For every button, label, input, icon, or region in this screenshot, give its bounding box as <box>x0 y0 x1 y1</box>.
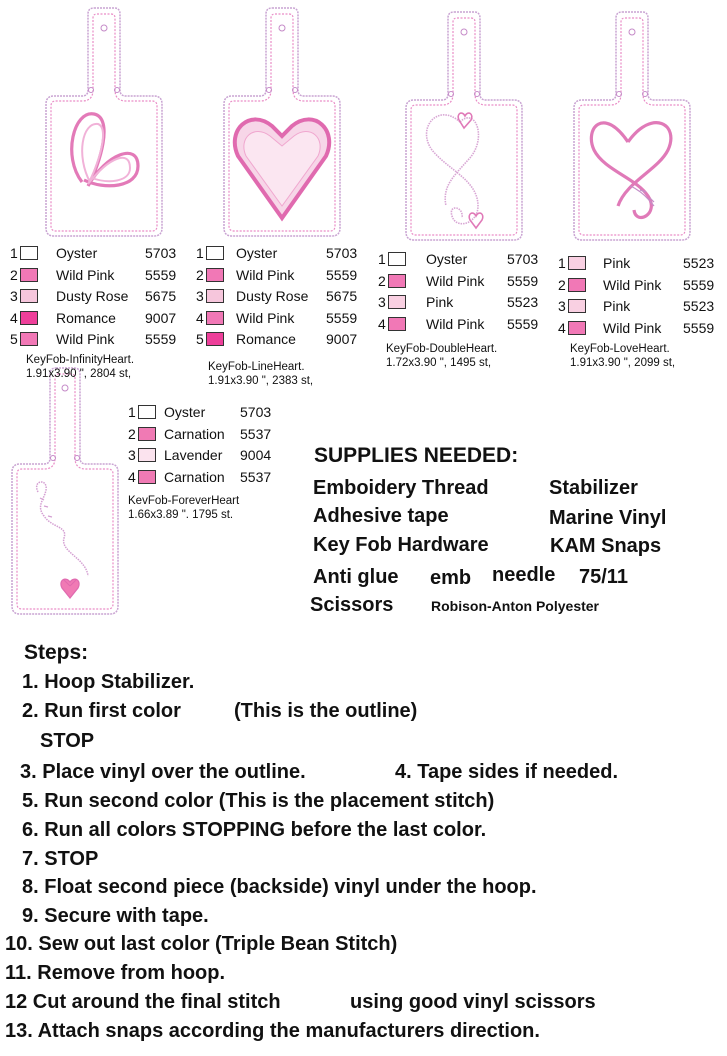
step-3: 3. Place vinyl over the outline. <box>20 761 306 783</box>
thread-number: 4 <box>128 468 136 485</box>
thread-number: 1 <box>378 251 386 267</box>
supply-needle-c: needle <box>492 564 556 586</box>
step-12-note: using good vinyl scissors <box>350 991 596 1013</box>
color-swatch <box>206 246 224 260</box>
supply-vinyl: Marine Vinyl <box>549 507 667 529</box>
thread-number: 4 <box>10 309 18 326</box>
thread-name: Romance <box>236 331 296 347</box>
supply-scissors: Scissors <box>310 594 394 616</box>
thread-number: 3 <box>378 294 386 310</box>
color-swatch <box>20 268 38 282</box>
step-1: 1. Hoop Stabilizer. <box>22 671 195 693</box>
thread-number: 1 <box>196 245 204 261</box>
thread-code: 5559 <box>507 272 539 289</box>
step-9: 9. Secure with tape. <box>22 905 209 927</box>
thread-number: 1 <box>10 245 18 261</box>
design-size: 1.72x3.90 ", 1495 st, <box>386 357 492 369</box>
thread-row <box>128 445 278 467</box>
step-11: 11. Remove from hoop. <box>5 962 226 984</box>
thread-name: Wild Pink <box>236 266 295 283</box>
thread-name: Oyster <box>56 245 98 261</box>
thread-name: Oyster <box>426 251 468 267</box>
thread-list-love-heart <box>558 253 726 339</box>
thread-name: Romance <box>56 309 116 326</box>
thread-row <box>196 308 366 330</box>
color-swatch <box>20 289 38 303</box>
thread-number: 1 <box>128 404 136 420</box>
thread-code: 5559 <box>683 276 715 293</box>
design-name: KeyFob-DoubleHeart. <box>386 343 498 355</box>
supply-hardware: Key Fob Hardware <box>313 534 489 556</box>
supply-thread: Emboidery Thread <box>313 477 489 499</box>
supply-needle-a: Anti glue <box>313 566 399 588</box>
design-name: KevFob-ForeverHeart <box>128 495 240 507</box>
thread-code: 5537 <box>240 425 272 442</box>
thread-number: 4 <box>378 315 386 332</box>
design-size: 1.66x3.89 ". 1795 st. <box>128 509 234 521</box>
fob-line-heart-image <box>220 6 344 238</box>
design-caption-line-heart <box>208 360 313 388</box>
thread-row <box>196 243 366 265</box>
steps-heading: Steps: <box>24 641 89 664</box>
thread-row <box>558 275 726 297</box>
thread-name: Wild Pink <box>603 319 662 336</box>
supply-snaps: KAM Snaps <box>550 535 662 557</box>
thread-code: 9007 <box>326 331 358 347</box>
color-swatch <box>388 274 406 288</box>
thread-code: 5559 <box>683 319 715 336</box>
thread-number: 4 <box>558 319 566 336</box>
thread-number: 5 <box>10 331 18 347</box>
thread-name: Oyster <box>164 404 206 420</box>
thread-row <box>128 424 278 446</box>
color-swatch <box>568 256 586 270</box>
thread-number: 3 <box>128 447 136 463</box>
design-caption-infinity-heart <box>26 353 134 381</box>
thread-row <box>128 402 278 424</box>
fob-love-heart-image <box>570 10 694 242</box>
thread-name: Wild Pink <box>426 315 485 332</box>
supply-needle-b: emb <box>430 567 472 589</box>
thread-row <box>558 296 726 318</box>
color-swatch <box>138 405 156 419</box>
step-6: 6. Run all colors STOPPING before the last color. <box>22 819 487 841</box>
thread-number: 2 <box>128 425 136 442</box>
thread-code: 5559 <box>326 309 358 326</box>
fob-forever-heart-image <box>10 366 120 616</box>
step-7: 7. STOP <box>22 848 99 870</box>
thread-name: Pink <box>426 294 454 310</box>
thread-name: Wild Pink <box>603 276 662 293</box>
color-swatch <box>206 332 224 346</box>
supply-stabilizer: Stabilizer <box>549 477 638 499</box>
color-swatch <box>20 311 38 325</box>
thread-name: Pink <box>603 298 631 314</box>
supply-tape: Adhesive tape <box>313 505 449 527</box>
thread-name: Wild Pink <box>56 331 115 347</box>
thread-code: 5537 <box>240 468 272 485</box>
thread-code: 5703 <box>326 245 358 261</box>
step-5: 5. Run second color (This is the placement stitch) <box>22 790 495 812</box>
design-caption-love-heart <box>570 342 675 370</box>
step-4: 4. Tape sides if needed. <box>395 761 619 783</box>
thread-number: 1 <box>558 255 566 271</box>
thread-row <box>196 265 366 287</box>
thread-number: 2 <box>10 266 18 283</box>
design-name: KeyFob-LineHeart. <box>208 361 305 373</box>
thread-list-infinity-heart <box>10 243 188 351</box>
thread-list-line-heart <box>196 243 366 351</box>
thread-row <box>10 243 188 265</box>
thread-list-forever-heart <box>128 402 278 488</box>
step-10: 10. Sew out last color (Triple Bean Stitch) <box>5 933 398 955</box>
thread-name: Wild Pink <box>56 266 115 283</box>
thread-number: 3 <box>196 288 204 304</box>
thread-row <box>378 271 548 293</box>
thread-name: Oyster <box>236 245 278 261</box>
step-2-note: (This is the outline) <box>234 700 418 722</box>
thread-code: 5523 <box>683 298 715 314</box>
color-swatch <box>138 448 156 462</box>
step-2: 2. Run first color <box>22 700 181 722</box>
color-swatch <box>568 278 586 292</box>
design-name: KeyFob-LoveHeart. <box>570 343 670 355</box>
color-swatch <box>388 317 406 331</box>
design-caption-forever-heart <box>128 494 239 522</box>
thread-code: 5559 <box>145 266 177 283</box>
thread-row <box>196 286 366 308</box>
design-size: 1.91x3.90 ", 2804 st, <box>26 368 132 380</box>
step-8: 8. Float second piece (backside) vinyl under the hoop. <box>22 876 537 898</box>
color-swatch <box>20 246 38 260</box>
thread-row <box>10 265 188 287</box>
supply-needle-size: 75/11 <box>579 566 628 588</box>
thread-row <box>196 329 366 351</box>
thread-row <box>378 292 548 314</box>
fob-double-heart-image <box>402 10 526 242</box>
thread-number: 2 <box>378 272 386 289</box>
thread-row <box>10 308 188 330</box>
thread-name: Lavender <box>164 447 223 463</box>
thread-number: 4 <box>196 309 204 326</box>
thread-code: 5523 <box>507 294 539 310</box>
thread-name: Dusty Rose <box>56 288 129 304</box>
step-12: 12 Cut around the final stitch <box>5 991 281 1013</box>
thread-number: 2 <box>558 276 566 293</box>
thread-code: 5703 <box>507 251 539 267</box>
fob-infinity-heart-image <box>42 6 166 238</box>
design-size: 1.91x3.90 ", 2099 st, <box>570 357 676 369</box>
thread-name: Pink <box>603 255 631 271</box>
color-swatch <box>388 295 406 309</box>
thread-row <box>378 249 548 271</box>
thread-name: Carnation <box>164 425 225 442</box>
thread-code: 9004 <box>240 447 272 463</box>
thread-row <box>128 467 278 489</box>
thread-row <box>558 253 726 275</box>
thread-code: 5523 <box>683 255 715 271</box>
color-swatch <box>206 311 224 325</box>
thread-number: 3 <box>558 298 566 314</box>
thread-name: Dusty Rose <box>236 288 309 304</box>
thread-row <box>558 318 726 340</box>
thread-code: 5559 <box>507 315 539 332</box>
color-swatch <box>388 252 406 266</box>
thread-number: 3 <box>10 288 18 304</box>
color-swatch <box>138 427 156 441</box>
supplies-heading: SUPPLIES NEEDED: <box>314 444 519 467</box>
color-swatch <box>206 289 224 303</box>
thread-list-double-heart <box>378 249 548 335</box>
thread-row <box>10 329 188 351</box>
thread-code: 5675 <box>326 288 358 304</box>
thread-code: 5675 <box>145 288 177 304</box>
thread-code: 5559 <box>326 266 358 283</box>
thread-code: 9007 <box>145 309 177 326</box>
thread-name: Carnation <box>164 468 225 485</box>
design-name: KeyFob-InfinityHeart. <box>26 354 135 366</box>
thread-code: 5559 <box>145 331 177 347</box>
thread-code: 5703 <box>240 404 272 420</box>
step-stop: STOP <box>40 730 95 752</box>
step-13: 13. Attach snaps according the manufacturers direction. <box>5 1020 540 1042</box>
thread-row <box>10 286 188 308</box>
thread-code: 5703 <box>145 245 177 261</box>
design-caption-double-heart <box>386 342 497 370</box>
color-swatch <box>206 268 224 282</box>
design-size: 1.91x3.90 ", 2383 st, <box>208 375 314 387</box>
color-swatch <box>568 299 586 313</box>
thread-row <box>378 314 548 336</box>
thread-name: Wild Pink <box>236 309 295 326</box>
color-swatch <box>20 332 38 346</box>
thread-number: 5 <box>196 331 204 347</box>
color-swatch <box>138 470 156 484</box>
color-swatch <box>568 321 586 335</box>
supply-polyester: Robison-Anton Polyester <box>431 598 600 614</box>
thread-name: Wild Pink <box>426 272 485 289</box>
thread-number: 2 <box>196 266 204 283</box>
